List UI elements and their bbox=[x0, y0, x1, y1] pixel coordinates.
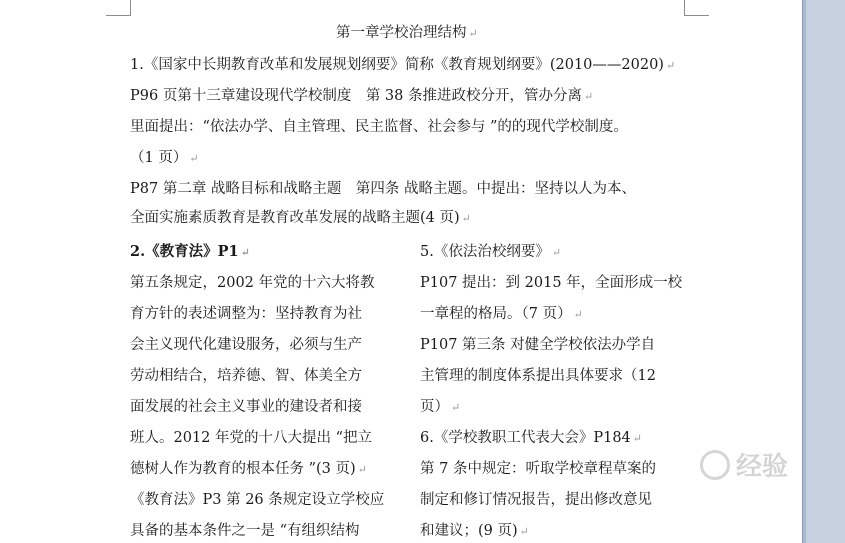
left-column-line: 育方针的表述调整为：坚持教育为社 bbox=[130, 306, 362, 322]
left-column-line: 德树人作为教育的根本任务 ”(3 页) ↵ bbox=[130, 461, 367, 477]
right-column-line: 一章程的格局。（7 页） ↵ bbox=[420, 306, 583, 322]
document-title: 第一章学校治理结构 ↵ bbox=[336, 25, 478, 41]
right-column-line: 制定和修订情况报告，提出修改意见 bbox=[420, 492, 652, 508]
right-column-line: 页） ↵ bbox=[420, 399, 461, 415]
left-column-line: 会主义现代化建设服务，必须与生产 bbox=[130, 337, 362, 353]
right-column-line: P107 第三条 对健全学校依法办学自 bbox=[420, 337, 656, 353]
paragraph-line: 里面提出：“依法办学、自主管理、民主监督、社会参与 ”的的现代学校制度。 bbox=[130, 119, 628, 135]
paragraph-line: （1 页） ↵ bbox=[130, 150, 199, 166]
left-column-line: 第五条规定，2002 年党的十六大将教 bbox=[130, 275, 375, 291]
left-column-line: 《教育法》P3 第 26 条规定设立学校应 bbox=[130, 492, 385, 508]
margin-corner-top-right bbox=[684, 0, 709, 16]
right-column-heading: 5.《依法治校纲要》 ↵ bbox=[420, 244, 562, 260]
left-column-line: 劳动相结合，培养德、智、体美全方 bbox=[130, 368, 362, 384]
left-column-heading: 2.《教育法》P1 ↵ bbox=[130, 243, 250, 260]
vertical-scrollbar[interactable] bbox=[806, 0, 845, 543]
paragraph-line: 1.《国家中长期教育改革和发展规划纲要》简称《教育规划纲要》(2010——2020) ↵ bbox=[130, 57, 676, 73]
watermark-text: 经验 bbox=[736, 452, 789, 482]
right-column-line: 主管理的制度体系提出具体要求（12 bbox=[420, 368, 656, 384]
left-column-line: 具备的基本条件之一是 “有组织结构 bbox=[130, 523, 360, 539]
paragraph-line: P96 页第十三章建设现代学校制度 第 38 条推进政校分开，管办分离 ↵ bbox=[130, 88, 594, 104]
margin-corner-top-left bbox=[106, 0, 131, 16]
paragraph-line: 全面实施素质教育是教育改革发展的战略主题(4 页) ↵ bbox=[130, 210, 471, 226]
left-column-line: 班人。2012 年党的十八大提出 “把立 bbox=[130, 430, 373, 446]
left-column-line: 面发展的社会主义事业的建设者和接 bbox=[130, 399, 362, 415]
right-column-line: 和建议；(9 页) ↵ bbox=[420, 523, 529, 539]
right-column-heading: 6.《学校教职工代表大会》P184 ↵ bbox=[420, 430, 642, 446]
right-column-line: 第 7 条中规定：听取学校章程草案的 bbox=[420, 461, 656, 477]
watermark-logo-icon bbox=[700, 450, 730, 480]
right-column-line: P107 提出：到 2015 年，全面形成一校 bbox=[420, 275, 683, 291]
paragraph-line: P87 第二章 战略目标和战略主题 第四条 战略主题。中提出：坚持以人为本、 bbox=[130, 181, 637, 197]
